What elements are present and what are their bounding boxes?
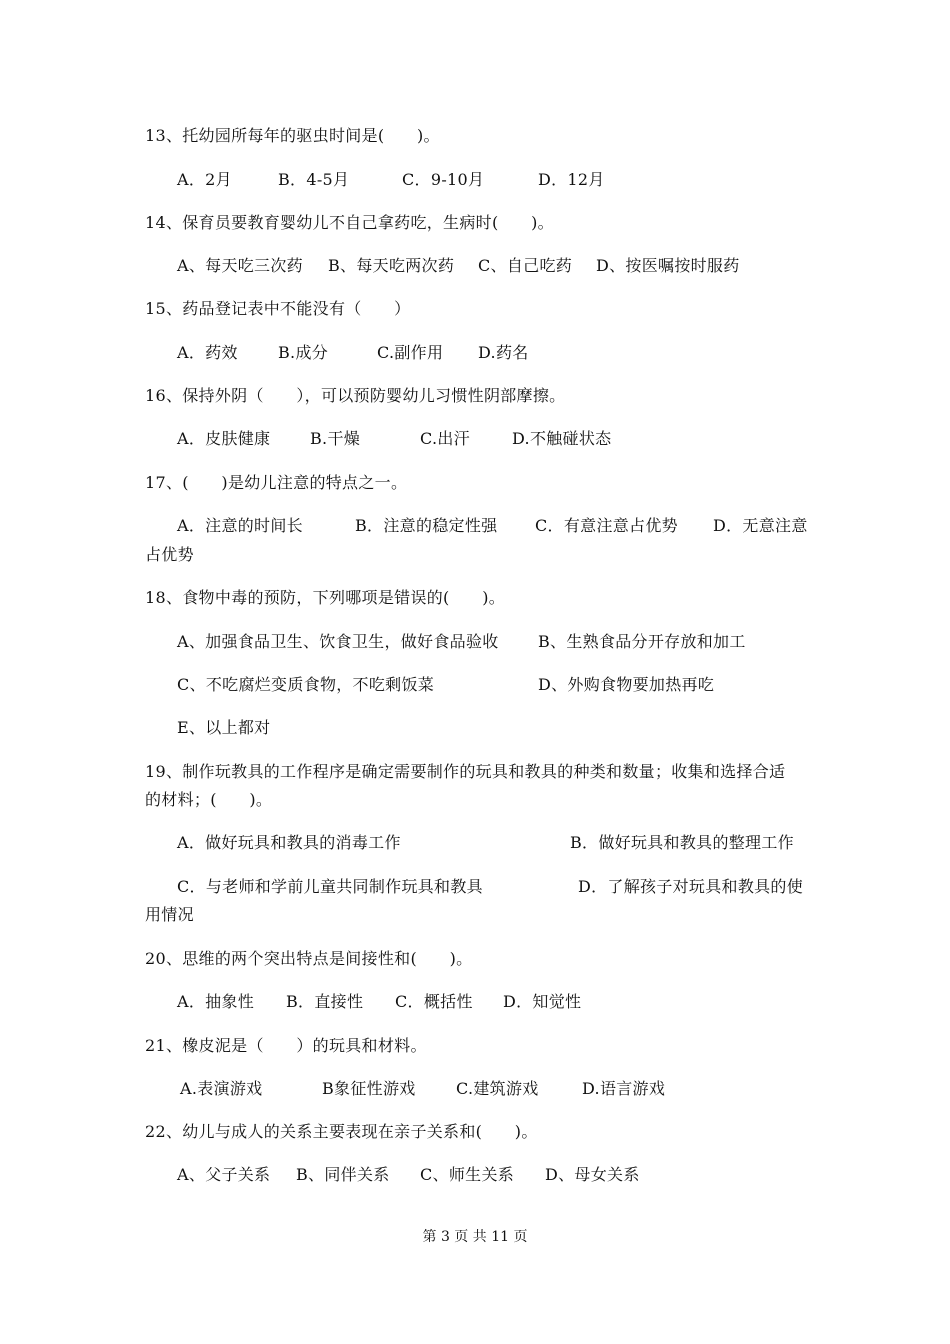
question-19-option-d: D．了解孩子对玩具和教具的使 <box>578 877 804 896</box>
question-21-stem: 21、橡皮泥是（ ）的玩具和材料。 <box>145 1036 427 1055</box>
question-13-option-a: A．2月 <box>177 170 232 189</box>
question-18-option-e: E、以上都对 <box>177 718 271 737</box>
question-15-option-c: C.副作用 <box>377 343 444 362</box>
question-13-stem: 13、托幼园所每年的驱虫时间是( )。 <box>145 126 440 145</box>
question-21-option-d: D.语言游戏 <box>582 1079 666 1098</box>
question-16-option-c: C.出汗 <box>420 429 470 448</box>
question-17-option-b: B．注意的稳定性强 <box>355 516 498 535</box>
question-16-stem: 16、保持外阴（ ），可以预防婴幼儿习惯性阴部摩擦。 <box>145 386 566 405</box>
question-18-option-c: C、不吃腐烂变质食物，不吃剩饭菜 <box>177 675 435 694</box>
question-19-option-b: B．做好玩具和教具的整理工作 <box>570 833 794 852</box>
page-number-footer: 第 3 页 共 11 页 <box>422 1229 528 1245</box>
question-19-option-a: A．做好玩具和教具的消毒工作 <box>177 833 401 852</box>
question-22-option-d: D、母女关系 <box>545 1165 640 1184</box>
question-17-option-d: D．无意注意 <box>713 516 808 535</box>
question-14-stem: 14、保育员要教育婴幼儿不自己拿药吃，生病时( )。 <box>145 213 554 232</box>
question-16-option-b: B.干燥 <box>310 429 361 448</box>
question-16-option-d: D.不触碰状态 <box>512 429 612 448</box>
question-15-option-a: A．药效 <box>177 343 238 362</box>
question-13-option-c: C．9-10月 <box>402 170 485 189</box>
question-15-option-d: D.药名 <box>478 343 529 362</box>
question-15-stem: 15、药品登记表中不能没有（ ） <box>145 299 411 318</box>
question-14-option-b: B、每天吃两次药 <box>328 256 455 275</box>
question-14-option-d: D、按医嘱按时服药 <box>596 256 740 275</box>
question-16-option-a: A．皮肤健康 <box>177 429 271 448</box>
question-22-option-c: C、师生关系 <box>420 1165 515 1184</box>
question-20-option-a: A．抽象性 <box>177 992 255 1011</box>
question-15-option-b: B.成分 <box>278 343 329 362</box>
question-17-stem: 17、( )是幼儿注意的特点之一。 <box>145 473 408 492</box>
question-19-stem-line-1: 19、制作玩教具的工作程序是确定需要制作的玩具和教具的种类和数量；收集和选择合适 <box>145 762 786 781</box>
question-18-option-b: B、生熟食品分开存放和加工 <box>538 632 746 651</box>
question-14-option-c: C、自己吃药 <box>478 256 573 275</box>
question-20-option-c: C．概括性 <box>395 992 473 1011</box>
question-19-stem-line-2: 的材料；( )。 <box>145 790 273 809</box>
question-13-option-d: D．12月 <box>538 170 605 189</box>
question-20-option-d: D．知觉性 <box>503 992 582 1011</box>
question-22-option-a: A、父子关系 <box>177 1165 271 1184</box>
question-18-option-a: A、加强食品卫生、饮食卫生，做好食品验收 <box>177 632 499 651</box>
question-18-stem: 18、食物中毒的预防，下列哪项是错误的( )。 <box>145 588 506 607</box>
question-17-option-a: A．注意的时间长 <box>177 516 303 535</box>
question-20-stem: 20、思维的两个突出特点是间接性和( )。 <box>145 949 473 968</box>
question-20-option-b: B．直接性 <box>286 992 364 1011</box>
question-21-option-a: A.表演游戏 <box>180 1079 263 1098</box>
question-19-option-c: C．与老师和学前儿童共同制作玩具和教具 <box>177 877 483 896</box>
question-22-option-b: B、同伴关系 <box>296 1165 390 1184</box>
question-19-option-d-continued: 用情况 <box>145 905 194 924</box>
question-21-option-c: C.建筑游戏 <box>456 1079 539 1098</box>
question-17-option-d-continued: 占优势 <box>145 545 194 564</box>
question-21-option-b: B象征性游戏 <box>322 1079 416 1098</box>
question-13-option-b: B．4-5月 <box>278 170 350 189</box>
question-22-stem: 22、幼儿与成人的关系主要表现在亲子关系和( )。 <box>145 1122 538 1141</box>
question-14-option-a: A、每天吃三次药 <box>177 256 303 275</box>
question-17-option-c: C．有意注意占优势 <box>535 516 678 535</box>
question-18-option-d: D、外购食物要加热再吃 <box>538 675 715 694</box>
